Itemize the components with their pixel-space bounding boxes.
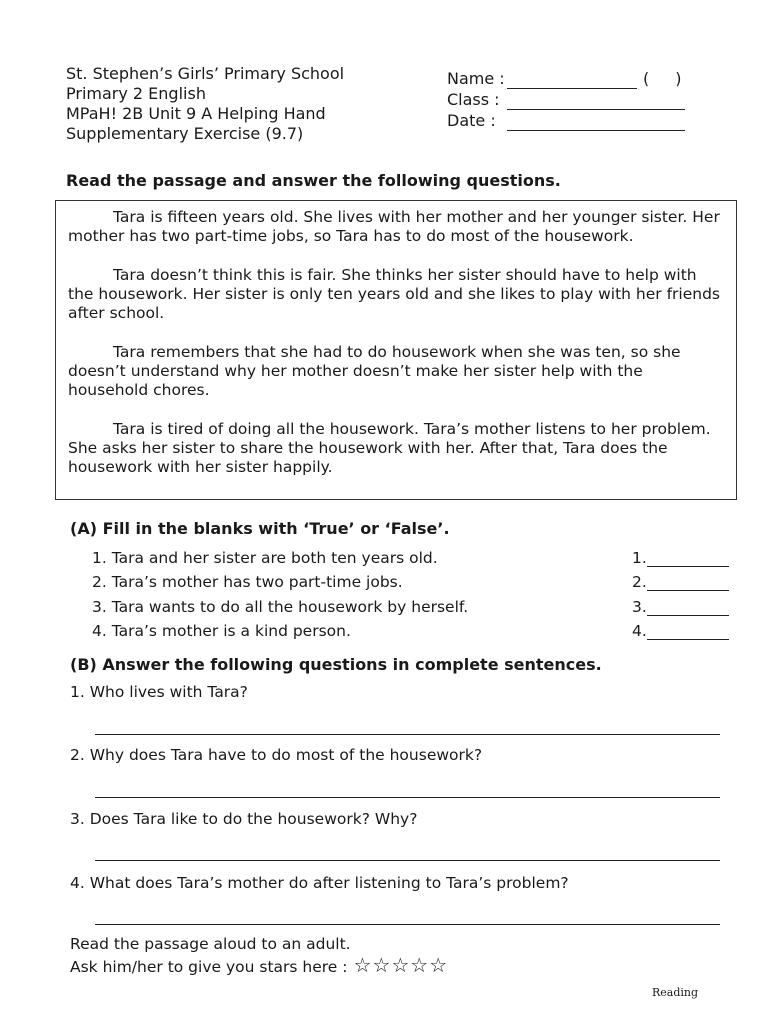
read-aloud-line: Read the passage aloud to an adult. [70,935,351,953]
class-number-field[interactable] [649,73,675,89]
class-number-close: ) [675,69,682,88]
tf-statement: 1. Tara and her sister are both ten years old. [92,548,438,567]
tf-answer [632,598,732,616]
class-number-open: ( [643,69,650,88]
school-name: St. Stephen’s Girls’ Primary School [66,64,345,83]
passage-paragraph: Tara doesn’t think this is fair. She thinks her sister should have to help with the housework. Her sister is only ten years old and she likes to play with her friends after school. [68,266,720,322]
corner-label: Reading [652,986,699,999]
stars-line [70,955,448,978]
tf-blank[interactable] [647,625,729,640]
name-label: Name : [447,69,505,88]
instruction: Read the passage and answer the following questions. [66,171,561,190]
grade-level: Primary 2 English [66,84,206,103]
tf-blank[interactable] [647,576,729,591]
tf-item [92,591,732,616]
date-row [447,110,685,131]
passage-paragraph: Tara is fifteen years old. She lives with her mother and her younger sister. Her mother has two part-time jobs, so Tara has to do most of the housework. [68,208,720,245]
question-1: 1. Who lives with Tara? [70,683,248,701]
passage-paragraph: Tara is tired of doing all the housework. Tara’s mother listens to her problem. She asks her sister to share the housework with her. After that, Tara does the housework with her sister happily. [68,420,711,476]
tf-item [92,567,732,592]
student-details [447,68,685,131]
tf-statement: 2. Tara’s mother has two part-time jobs. [92,573,403,591]
class-row [447,89,685,110]
stars-prompt: Ask him/her to give you stars here : [70,958,348,976]
tf-number: 3. [632,597,647,616]
question-4: 4. What does Tara’s mother do after listening to Tara’s problem? [70,874,569,892]
answer-line-4[interactable] [95,924,720,925]
question-2: 2. Why does Tara have to do most of the housework? [70,746,483,764]
tf-number: 2. [632,573,647,591]
name-row [447,68,685,89]
answer-line-2[interactable] [95,797,720,798]
tf-blank[interactable] [647,552,729,567]
date-label: Date : [447,111,496,130]
tf-answer [632,549,732,567]
true-false-list [92,542,732,640]
class-label: Class : [447,90,500,109]
answer-line-3[interactable] [95,860,720,861]
tf-blank[interactable] [647,601,729,616]
tf-number: 4. [632,622,647,640]
read-aloud-note [70,934,448,978]
tf-item [92,542,732,567]
tf-item [92,616,732,641]
header-info [66,64,344,144]
class-field[interactable] [507,93,685,110]
passage-paragraph: Tara remembers that she had to do housework when she was ten, so she doesn’t understand why her mother doesn’t make her sister help with the household chores. [68,343,681,399]
tf-answer [632,573,732,591]
exercise-title: Supplementary Exercise (9.7) [66,124,304,143]
question-3: 3. Does Tara like to do the housework? Why? [70,810,418,828]
tf-statement: 4. Tara’s mother is a kind person. [92,622,351,640]
tf-statement: 3. Tara wants to do all the housework by herself. [92,597,469,616]
tf-number: 1. [632,548,647,567]
section-a-title: (A) Fill in the blanks with ‘True’ or ‘False’. [70,519,450,538]
tf-answer [632,622,732,640]
date-field[interactable] [507,114,685,131]
passage-box [55,200,737,500]
unit-title: MPaH! 2B Unit 9 A Helping Hand [66,104,326,123]
section-b-title: (B) Answer the following questions in complete sentences. [70,655,602,674]
name-field[interactable] [507,72,637,89]
star-rating-icons[interactable]: ☆☆☆☆☆ [353,953,449,977]
answer-line-1[interactable] [95,734,720,735]
